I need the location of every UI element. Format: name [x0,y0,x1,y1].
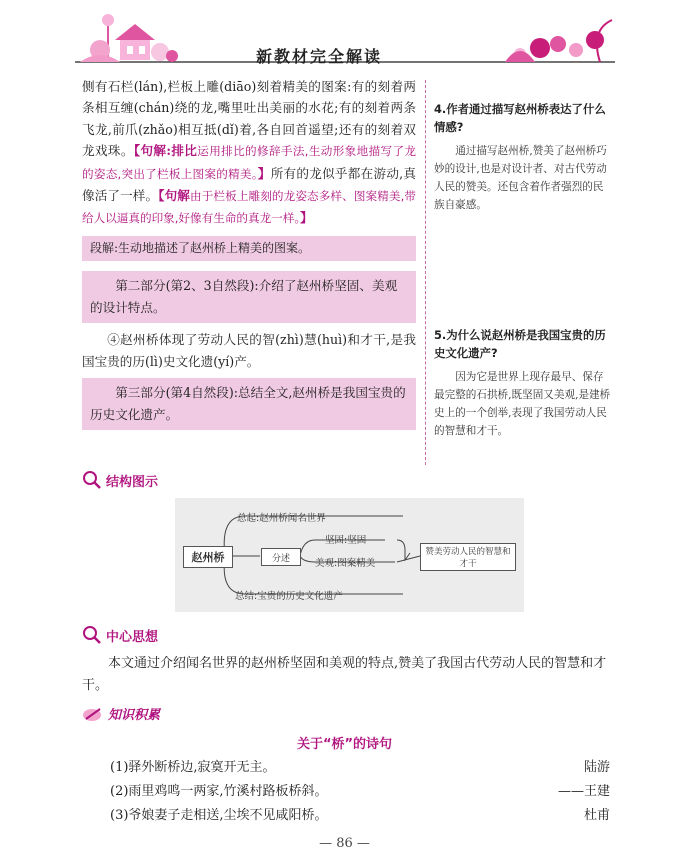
poem-title: 关于“桥”的诗句 [296,737,393,752]
pen-icon [82,705,104,723]
diagram-top: 总起:赵州桥闻名世界 [237,513,326,524]
poem-verse: (2)雨里鸡鸣一两家,竹溪村路板桥斜。 [110,784,328,799]
main-text-column [82,76,416,434]
question-text: 5.为什么说赵州桥是我国宝贵的历史文化遗产? [434,328,606,360]
sentence-note: 由于栏板上雕刻的龙姿态多样、图案精美,带给人以逼真的印象,好像有生命的真龙一样。 [82,189,417,226]
header-title: 新教材完全解读 [256,47,383,66]
question-4 [434,100,612,214]
knowledge-heading-text: 知识积累 [108,708,161,723]
answer-text: 因为它是世界上现存最早、保存最完整的石拱桥,既坚固又美观,是建桥史上的一个创举,表现了我国劳动人民的智慧和才干。 [434,371,611,437]
question-text: 4.作者通过描写赵州桥表达了什么情感? [434,102,606,134]
magnifier-icon [82,470,102,490]
central-idea-heading [82,625,158,645]
part-three-summary: 第三部分(第4自然段):总结全文,赵州桥是我国宝贵的历史文化遗产。 [82,378,416,430]
structure-heading-text: 结构图示 [106,474,159,490]
page-number: — 86 — [319,836,370,851]
central-idea-text: 本文通过介绍闻名世界的赵州桥坚固和美观的特点,赞美了我国古代劳动人民的智慧和才干。 [82,656,607,693]
diagram-bottom: 总结:宝贵的历史文化遗产 [235,591,343,602]
sentence-note-label: 【句解:排比 [133,143,198,159]
answer-text: 通过描写赵州桥,赞美了赵州桥巧妙的设计,也是对设计者、对古代劳动人民的赞美。还包含着作者强烈的民族自豪感。 [434,145,607,211]
paragraph-summary: 段解:生动地描述了赵州桥上精美的图案。 [82,236,416,261]
sentence-note: 运用排比的修辞手法,生动形象地描写了龙的姿态,突出了栏板上图案的精美。 [82,144,417,181]
poem-author: 陆游 [583,760,610,775]
poem-line-1 [110,756,610,775]
structure-heading [82,470,158,490]
diagram-sub2: 美观:图案精美 [315,558,376,569]
paragraph-text: 所有的龙似乎都在游动,真像活了一样。 [82,165,417,204]
structure-diagram [175,498,524,612]
poem-author: 杜甫 [583,808,610,823]
paragraph-3 [82,76,416,230]
page-header [0,0,689,78]
poem-verse: (3)爷娘妻子走相送,尘埃不见咸阳桥。 [110,808,328,823]
sentence-note-close: 】 [257,165,271,181]
sentence-note-label: 【句解 [158,188,191,204]
central-idea-heading-text: 中心思想 [106,629,159,645]
sentence-note-close: 】 [300,210,313,226]
question-5 [434,326,612,440]
poem-line-3 [110,804,610,823]
part-two-summary: 第二部分(第2、3自然段):介绍了赵州桥坚固、美观的设计特点。 [82,271,416,323]
diagram-middle: 分述 [261,548,301,566]
diagram-sub1: 坚固:坚固 [325,535,367,546]
poem-author: ——王建 [557,784,610,799]
paragraph-4: ④赵州桥体现了劳动人民的智(zhì)慧(huì)和才干,是我国宝贵的历(lì)史文化遗(yí)产。 [82,332,416,369]
diagram-result: 赞美劳动人民的智慧和才干 [420,543,516,571]
knowledge-heading [82,704,160,723]
poem-verse: (1)驿外断桥边,寂寞开无主。 [110,760,276,775]
magnifier-icon [82,625,102,645]
column-divider [425,80,426,465]
diagram-center: 赵州桥 [183,546,233,568]
poem-line-2 [110,780,610,799]
paragraph-text: 侧有石栏(lán),栏板上雕(diāo)刻着精美的图案:有的刻着两条相互缠(chán)绕的龙,嘴里吐出美丽的水花;有的刻着两条飞龙,前爪(zhǎo)相互抵(dǐ)着,各自回首遥望;还有的刻着双龙戏珠。 [82,79,416,159]
